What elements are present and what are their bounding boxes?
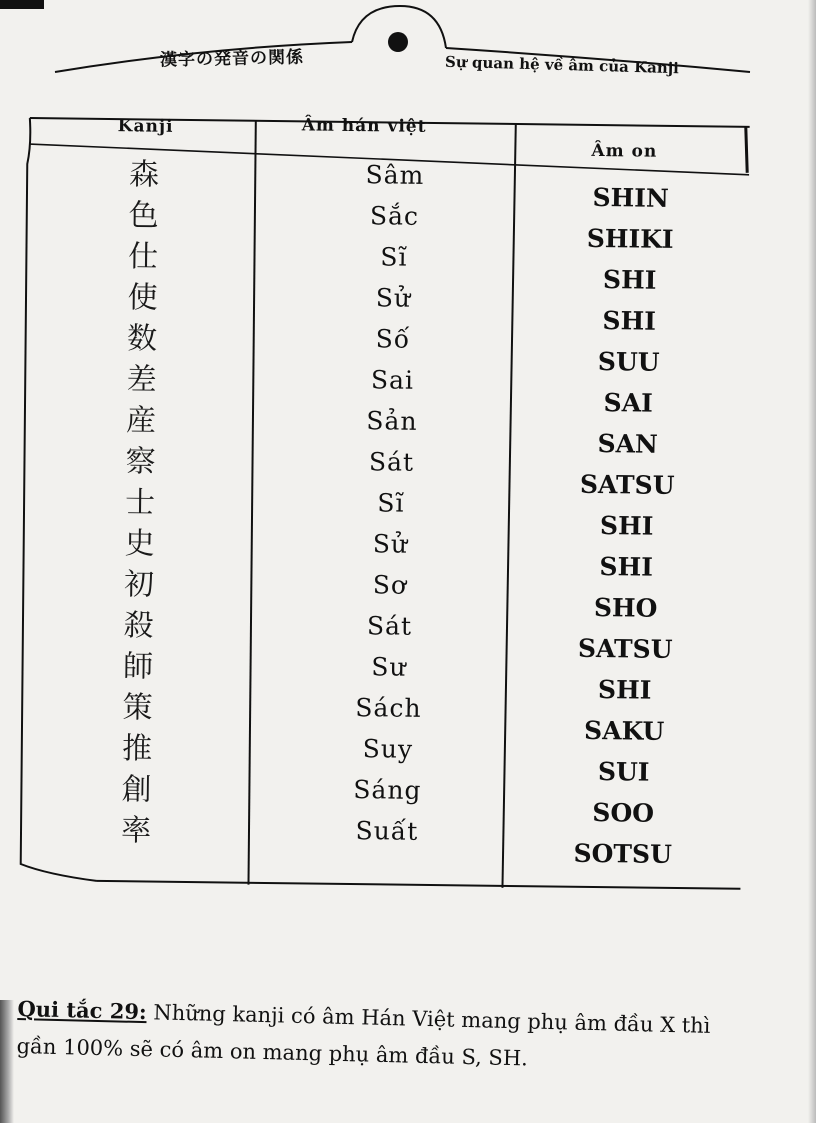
han-viet-cell: Sâm <box>365 160 425 190</box>
kanji-cell: 策 <box>122 690 153 726</box>
am-on-cell: SHI <box>597 675 652 705</box>
kanji-cell: 差 <box>126 362 157 398</box>
kanji-cell: 初 <box>123 567 155 603</box>
kanji-cell: 産 <box>125 403 157 439</box>
header-decoration <box>0 0 816 110</box>
han-viet-cell: Sư <box>371 652 407 682</box>
page-edge-right <box>808 0 816 1123</box>
han-viet-cell: Sáng <box>353 775 422 805</box>
han-viet-cell: Sát <box>368 447 415 477</box>
han-viet-cell: Sử <box>372 529 409 559</box>
column-header-kanji: Kanji <box>117 116 174 137</box>
kanji-cell: 率 <box>120 813 152 849</box>
pronunciation-table <box>16 104 749 891</box>
rule-paragraph <box>16 990 778 1084</box>
kanji-cell: 使 <box>127 280 158 316</box>
rule-label: Qui tắc 29: <box>17 995 148 1025</box>
am-on-cell: SAKU <box>583 715 665 746</box>
header-title-vietnamese: Sự quan hệ về âm của Kanji <box>444 52 680 78</box>
am-on-cell: SHO <box>593 592 658 623</box>
han-viet-cell: Suy <box>362 734 414 764</box>
am-on-cell: SATSU <box>577 633 673 664</box>
am-on-cell: SOTSU <box>573 838 673 869</box>
kanji-cell: 数 <box>126 321 158 357</box>
han-viet-cell: Sát <box>366 611 413 641</box>
am-on-cell: SUI <box>597 757 650 787</box>
am-on-cell: SATSU <box>579 469 675 500</box>
kanji-cell: 史 <box>124 526 155 562</box>
kanji-cell: 士 <box>124 485 156 521</box>
han-viet-cell: Sĩ <box>377 488 405 518</box>
rule-text-line-1: Những kanji có âm Hán Việt mang phụ âm đầu X thì <box>146 1000 711 1038</box>
han-viet-cell: Sĩ <box>380 242 408 272</box>
kanji-cell: 色 <box>128 198 159 234</box>
kanji-cell: 推 <box>121 731 153 767</box>
am-on-cell: SAI <box>603 388 653 418</box>
am-on-cell: SHI <box>602 265 657 295</box>
am-on-cell: SOO <box>592 797 655 828</box>
han-viet-cell: Sắc <box>369 201 420 231</box>
han-viet-cell: Sản <box>366 406 418 436</box>
kanji-cell: 察 <box>125 444 156 480</box>
am-on-cell: SHI <box>602 306 657 336</box>
kanji-cell: 森 <box>128 157 160 193</box>
han-viet-cell: Suất <box>355 816 419 846</box>
column-header-am-on: Âm on <box>591 140 658 162</box>
header-dot-icon <box>388 32 408 52</box>
han-viet-cell: Sai <box>370 365 415 395</box>
kanji-cell: 創 <box>121 772 152 808</box>
han-viet-cell: Sách <box>355 693 422 723</box>
am-on-cell: SHIN <box>592 182 670 213</box>
han-viet-cell: Sử <box>375 283 412 313</box>
page-edge-shadow <box>0 1000 14 1123</box>
am-on-cell: SHI <box>599 552 654 582</box>
han-viet-cell: Số <box>375 324 411 354</box>
am-on-cell: SHIKI <box>586 223 674 254</box>
kanji-cell: 殺 <box>123 608 154 644</box>
column-header-han-viet: Âm hán việt <box>301 115 427 137</box>
rule-text-line-2: gần 100% sẽ có âm on mang phụ âm đầu S, SH. <box>16 1033 529 1071</box>
kanji-cell: 仕 <box>127 239 159 275</box>
han-viet-cell: Sơ <box>372 570 408 600</box>
am-on-cell: SHI <box>599 511 654 541</box>
am-on-cell: SUU <box>597 347 660 377</box>
am-on-cell: SAN <box>597 429 659 459</box>
header-title-japanese: 漢字の発音の関係 <box>159 47 305 71</box>
kanji-cell: 師 <box>122 649 154 685</box>
